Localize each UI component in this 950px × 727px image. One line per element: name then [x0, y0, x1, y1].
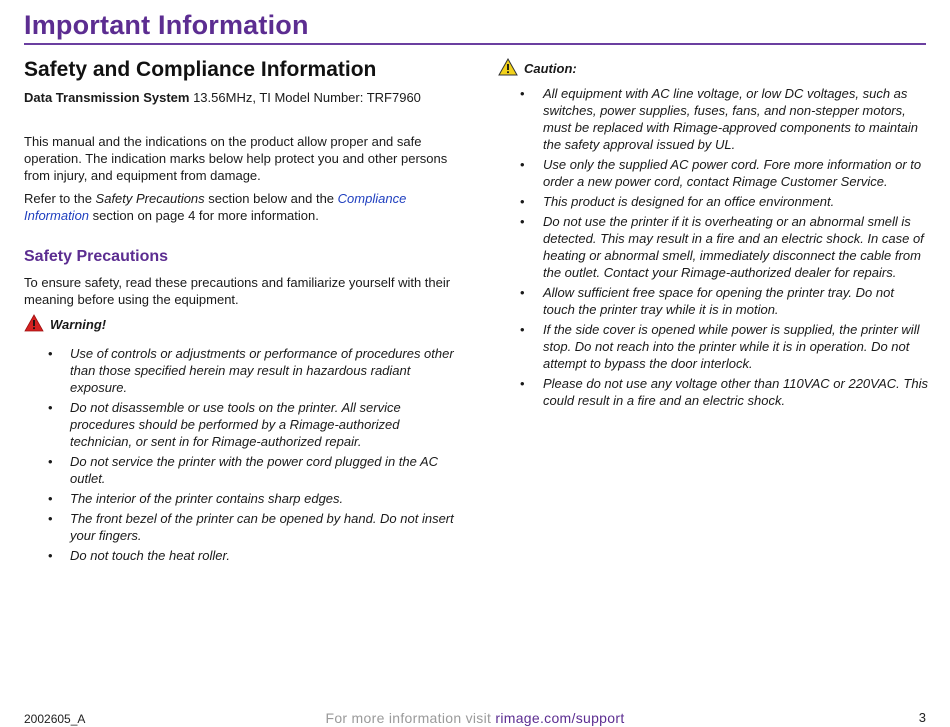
warning-label: Warning! [50, 317, 107, 332]
document-id: 2002605_A [24, 712, 86, 726]
caution-item: • This product is designed for an office environment. [498, 193, 928, 210]
warning-list [24, 345, 454, 564]
warning-icon [24, 314, 44, 335]
caution-item: • Please do not use any voltage other than 110VAC or 220VAC. This could result in a fire and an electric shock. [498, 375, 928, 409]
compliance-information-link[interactable]: Compliance Information [24, 191, 407, 223]
page-title: Important Information [24, 10, 309, 40]
dts-value: 13.56MHz, TI Model Number: TRF7960 [189, 90, 421, 105]
warning-item: • Do not touch the heat roller. [24, 547, 454, 564]
caution-item: • All equipment with AC line voltage, or low DC voltages, such as switches, power supplies, fuses, fans, and non-stepper motors, must be replaced with Rimage-approved components to maintain the safety approval issued by UL. [498, 85, 928, 153]
dts-label: Data Transmission System [24, 90, 190, 105]
warning-item: • Do not disassemble or use tools on the printer. All service procedures should be performed by a Rimage-authorized technician, or sent in for Rimage-authorized repair. [24, 399, 454, 450]
caution-item: • Do not use the printer if it is overheating or an abnormal smell is detected. This may result in a fire and an electric shock. In case of heating or abnormal smell, immediately disconnect the cable from the outlet. Contact your Rimage-authorized dealer for repairs. [498, 213, 928, 281]
page-header [24, 10, 926, 45]
caution-item: • Use only the supplied AC power cord. Fore more information or to order a new power cord, contact Rimage Customer Service. [498, 156, 928, 190]
page-number: 3 [918, 710, 926, 725]
caution-item: • If the side cover is opened while power is supplied, the printer will stop. Do not reach into the printer while it is in operation. Do not attempt to bypass the door interlock. [498, 321, 928, 372]
right-column [498, 58, 928, 412]
warning-item: • Use of controls or adjustments or performance of procedures other than those specified herein may result in hazardous radiant exposure. [24, 345, 454, 396]
caution-label: Caution: [524, 61, 577, 76]
refer-safety-ref: Safety Precautions [95, 191, 205, 206]
caution-icon [498, 58, 518, 79]
caution-header [498, 58, 928, 79]
refer-paragraph [24, 190, 454, 224]
refer-mid: section below and the [204, 191, 338, 206]
refer-suffix: section on page 4 for more information. [89, 208, 319, 223]
caution-item: • Allow sufficient free space for opening the printer tray. Do not touch the printer tray while it is in motion. [498, 284, 928, 318]
safety-precautions-intro: To ensure safety, read these precautions and familiarize yourself with their meaning before using the equipment. [24, 275, 451, 307]
support-site-link[interactable]: rimage.com/support [495, 710, 625, 726]
footer-visit-text: For more information visit [325, 710, 496, 726]
warning-item: • Do not service the printer with the power cord plugged in the AC outlet. [24, 453, 454, 487]
caution-list [498, 85, 928, 409]
footer-visit-line [0, 710, 950, 726]
warning-item: • The interior of the printer contains sharp edges. [24, 490, 454, 507]
left-column [24, 58, 454, 567]
intro-paragraph: This manual and the indications on the product allow proper and safe operation. The indication marks below help protect you and other persons from injury, and equipment from damage. [24, 134, 448, 183]
warning-item: • The front bezel of the printer can be opened by hand. Do not insert your fingers. [24, 510, 454, 544]
refer-prefix: Refer to the [24, 191, 96, 206]
safety-precautions-heading: Safety Precautions [24, 248, 169, 265]
warning-header [24, 314, 454, 335]
data-transmission-line [24, 90, 454, 105]
section-title: Safety and Compliance Information [24, 58, 377, 81]
